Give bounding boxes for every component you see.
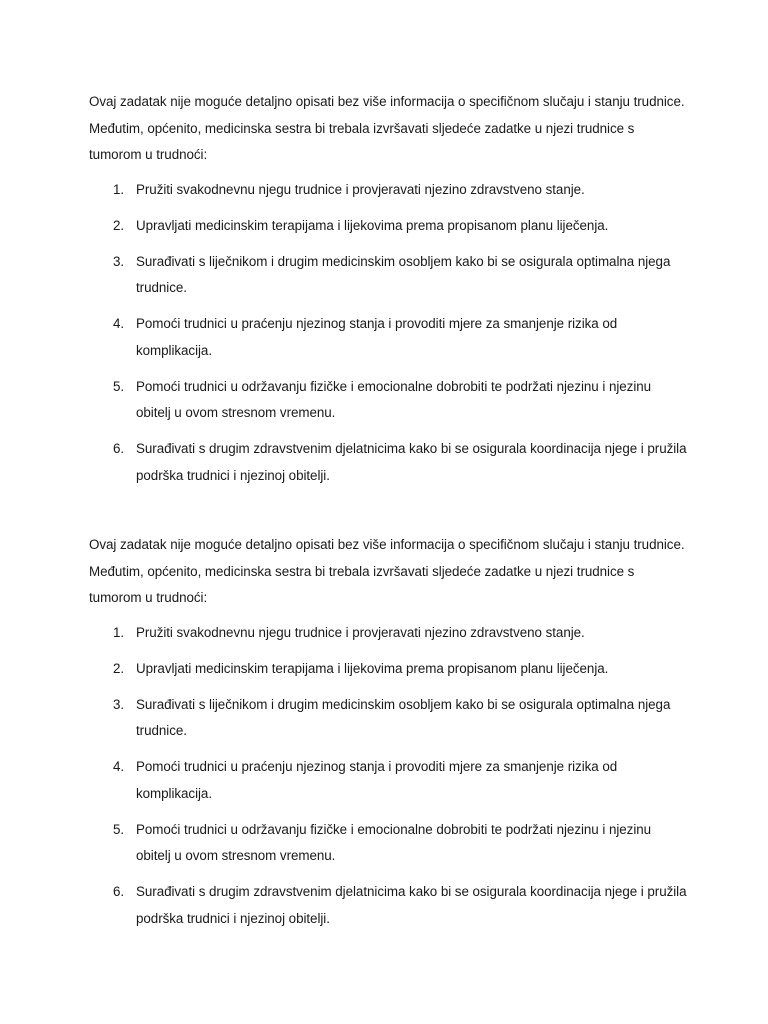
list-item-text: Surađivati s drugim zdravstvenim djelatnicima kako bi se osigurala koordinacija njege i pružila podrška trudnici i njezinoj obitelji. xyxy=(136,884,687,926)
list-item xyxy=(89,374,689,427)
list-item-text: Surađivati s liječnikom i drugim medicinskim osobljem kako bi se osigurala optimalna njega trudnice. xyxy=(136,696,671,738)
text-section xyxy=(89,89,689,489)
list-item-text: Pomoći trudnici u praćenju njezinog stanja i provoditi mjere za smanjenje rizika od komplikacija. xyxy=(136,316,618,358)
list-item xyxy=(89,656,689,683)
list-item xyxy=(89,817,689,870)
list-number: 2. xyxy=(113,217,125,233)
list-item-text: Pružiti svakodnevnu njegu trudnice i provjeravati njezino zdravstveno stanje. xyxy=(136,181,585,197)
intro-paragraph: Ovaj zadatak nije moguće detaljno opisati bez više informacija o specifičnom slučaju i stanju trudnice. Međutim, općenito, medicinska sestra bi trebala izvršavati sljedeće zadatke u njezi trudnice s tumorom u trudnoći: xyxy=(89,94,685,162)
list-item xyxy=(89,754,689,807)
list-item-text: Pomoći trudnici u održavanju fizičke i emocionalne dobrobiti te podržati njezinu i njezinu obitelj u ovom stresnom vremenu. xyxy=(136,821,652,863)
list-number: 6. xyxy=(113,441,125,456)
intro-paragraph: Ovaj zadatak nije moguće detaljno opisati bez više informacija o specifičnom slučaju i stanju trudnice. Međutim, općenito, medicinska sestra bi trebala izvršavati sljedeće zadatke u njezi trudnice s tumorom u trudnoći: xyxy=(89,537,685,605)
list-item-text: Surađivati s drugim zdravstvenim djelatnicima kako bi se osigurala koordinacija njege i pružila podrška trudnici i njezinoj obitelji. xyxy=(136,441,687,483)
list-number: 4. xyxy=(113,316,125,331)
list-item-text: Pomoći trudnici u održavanju fizičke i emocionalne dobrobiti te podržati njezinu i njezinu obitelj u ovom stresnom vremenu. xyxy=(136,378,652,420)
list-number: 1. xyxy=(113,624,125,640)
list-item xyxy=(89,692,689,745)
list-item xyxy=(89,213,689,240)
list-number: 5. xyxy=(113,821,125,837)
task-list xyxy=(89,177,689,490)
list-number: 4. xyxy=(113,759,125,774)
list-number: 1. xyxy=(113,181,125,197)
list-item-text: Upravljati medicinskim terapijama i lijekovima prema propisanom planu liječenja. xyxy=(136,660,609,676)
list-item-text: Pružiti svakodnevnu njegu trudnice i provjeravati njezino zdravstveno stanje. xyxy=(136,624,585,640)
list-number: 3. xyxy=(113,253,125,269)
list-item xyxy=(89,311,689,364)
list-item xyxy=(89,620,689,647)
list-item-text: Pomoći trudnici u praćenju njezinog stanja i provoditi mjere za smanjenje rizika od komplikacija. xyxy=(136,759,618,801)
list-item xyxy=(89,177,689,204)
list-item xyxy=(89,249,689,302)
list-item-text: Surađivati s liječnikom i drugim medicinskim osobljem kako bi se osigurala optimalna njega trudnice. xyxy=(136,253,671,295)
text-section xyxy=(89,532,689,932)
list-item xyxy=(89,436,689,489)
task-list xyxy=(89,620,689,933)
list-number: 6. xyxy=(113,884,125,899)
list-number: 3. xyxy=(113,696,125,712)
list-item-text: Upravljati medicinskim terapijama i lijekovima prema propisanom planu liječenja. xyxy=(136,217,609,233)
list-number: 2. xyxy=(113,660,125,676)
list-item xyxy=(89,879,689,932)
list-number: 5. xyxy=(113,378,125,394)
